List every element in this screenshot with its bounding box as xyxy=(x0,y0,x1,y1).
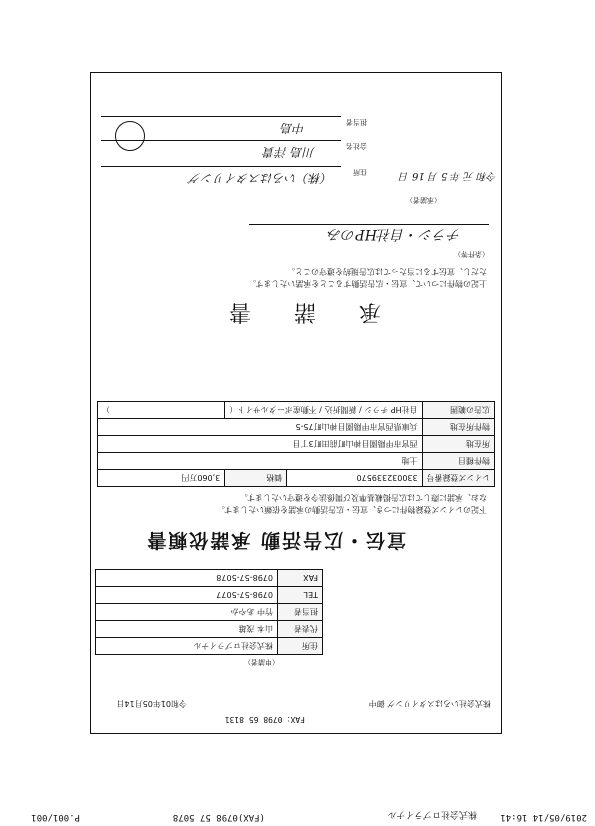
consenter-company: 川島 洋貴 xyxy=(263,145,315,159)
property-label: 広告の範囲 xyxy=(422,402,494,419)
applicant-contact: 竹中 あやか xyxy=(96,604,278,621)
applicant-row-fax xyxy=(96,570,323,587)
fax-page: P.001/001 xyxy=(31,812,80,822)
request-body-line-2: なお、承諾に際しては広告掲載基準及び関係法令を遵守いたします。 xyxy=(239,493,487,502)
property-row xyxy=(98,419,495,436)
property-value: 兵庫県西宮市甲陽園目神山町75-5 xyxy=(98,419,423,436)
applicant-row-company xyxy=(96,638,323,655)
request-body-line-1: 下記のレインズ登録物件につき、宣伝・広告活動の承諾を依頼いたします。 xyxy=(216,505,487,514)
fax-transmission-header xyxy=(0,808,595,822)
fax-number: (FAX)0798 57 5078 xyxy=(172,812,265,822)
property-row xyxy=(98,402,495,419)
request-date: 令和01年05月14日 xyxy=(116,699,187,708)
applicant-rep: 山本 茂雄 xyxy=(96,621,278,638)
property-label: 所在地 xyxy=(422,436,494,453)
property-value: 330032339570 xyxy=(287,470,422,487)
consent-body-line-2: ただし、宣伝するに当たっては広告規約を遵守のこと。 xyxy=(287,267,487,276)
property-value: 土地 xyxy=(98,453,423,470)
consenter-address-label: 住所 xyxy=(353,168,367,176)
fax-sender: 株式会社ロプライナル xyxy=(387,809,477,819)
contact-label: 担当者 xyxy=(278,604,323,621)
property-label: 物件所在地 xyxy=(422,419,494,436)
conditions-handwritten: チラシ・自社HPのみ xyxy=(327,226,461,242)
property-value-close: ） xyxy=(98,402,225,419)
company-seal-icon xyxy=(115,121,145,151)
consenter-address: （株）いろはスタイリング xyxy=(189,171,333,185)
fax-label: FAX xyxy=(278,570,323,587)
rep-label: 代表者 xyxy=(278,621,323,638)
applicant-row-contact xyxy=(96,604,323,621)
price-value: 3,060万円 xyxy=(98,470,225,487)
tel-label: TEL xyxy=(278,587,323,604)
fax-datetime: 2019/05/14 16:41 xyxy=(500,812,587,822)
property-label: 物件種目 xyxy=(422,453,494,470)
property-table xyxy=(97,401,495,487)
property-value: 自社HP チラシ / 新聞折込 / 不動産ポータルサイト（ xyxy=(225,402,422,419)
price-label: 価格 xyxy=(225,470,287,487)
person-underline xyxy=(101,116,341,117)
request-title: 宣伝・広告活動 承諾依頼書 xyxy=(145,529,406,551)
address-underline xyxy=(101,166,341,167)
address-label: 住所 xyxy=(278,638,323,655)
consenter-label: （承諾者） xyxy=(406,196,441,204)
applicant-label: （申請者） xyxy=(244,658,279,666)
applicant-tel: 0798-57-5077 xyxy=(96,587,278,604)
applicant-row-tel xyxy=(96,587,323,604)
consent-body-line-1: 上記の物件について、宣伝・広告活動することを承諾いたします。 xyxy=(247,279,487,288)
property-row xyxy=(98,436,495,453)
consent-date: 令和 元 年 5 月 16 日 xyxy=(398,170,497,181)
consenter-person-label: 担当者 xyxy=(346,118,367,126)
applicant-company: 株式会社ロプライナル xyxy=(96,638,278,655)
applicant-row-rep xyxy=(96,621,323,638)
conditions-label: （条件等） xyxy=(454,250,489,258)
consent-title: 承 諾 書 xyxy=(211,299,381,324)
property-row xyxy=(98,453,495,470)
fax-line: FAX：0798 65 8131 xyxy=(224,715,305,724)
property-row xyxy=(98,470,495,487)
applicant-table xyxy=(95,569,323,655)
consenter-company-label: 会社名 xyxy=(346,142,367,150)
conditions-underline xyxy=(249,224,489,225)
applicant-fax: 0798-57-5078 xyxy=(96,570,278,587)
request-sheet xyxy=(90,72,502,734)
property-value: 西宮市甲陽園目神山町前田町3丁目 xyxy=(98,436,423,453)
property-label: レインズ登録番号 xyxy=(422,470,494,487)
consenter-person: 中島 xyxy=(280,121,305,135)
recipient: 株式会社いろはスタイリング 御中 xyxy=(368,699,491,708)
